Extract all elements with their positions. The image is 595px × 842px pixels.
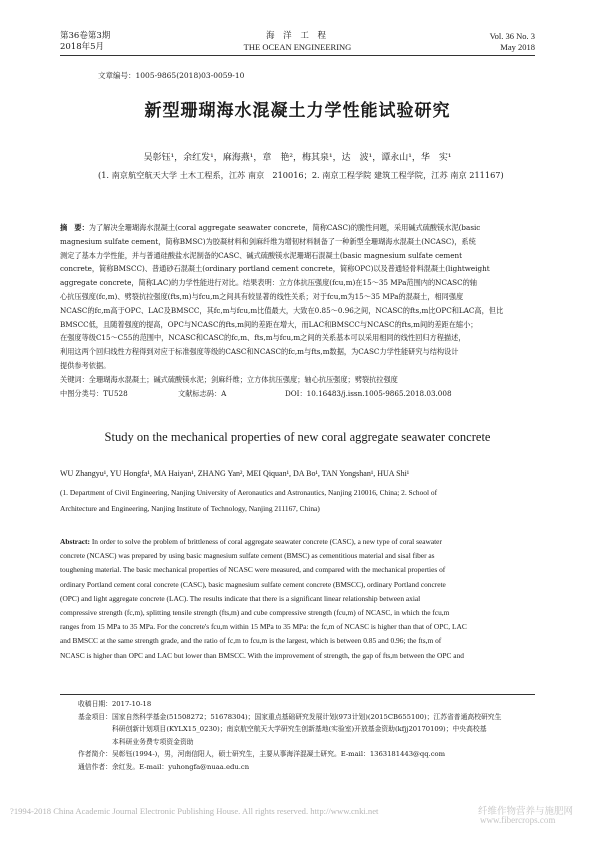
header-rule bbox=[60, 55, 535, 56]
footnotes bbox=[78, 698, 535, 774]
keywords-cn: 关键词：全珊瑚海水混凝土；碱式硫酸镁水泥；剑麻纤维；立方体抗压强度；轴心抗压强度；劈裂抗拉强度 bbox=[60, 375, 398, 384]
abstract-en-line: compressive strength (fc,m), splitting tensile strength (fts,m) and cube compressive strength (fcu,m) of NCASC, in which the fcu,m bbox=[60, 608, 450, 618]
abstract-cn-line: magnesium sulfate cement，简称BMSC)为胶凝材料和剑麻纤维为增韧材料制备了一种新型全珊瑚海水混凝土(NCASC)，系统 bbox=[60, 236, 476, 246]
abstract-en-line: and BMSCC at the same strength grade, and the ratio of fc,m to fcu,m is the largest, which is between 0.85 and 0.96; the fts,m of bbox=[60, 636, 442, 646]
abstract-cn-line: 测定了基本力学性能，并与普通硅酸盐水泥制备的CASC、碱式硫酸镁水泥珊瑚石混凝土(basic magnesium sulfate cement bbox=[60, 250, 463, 260]
affiliations-cn: (1. 南京航空航天大学 土木工程系，江苏 南京 210016；2. 南京工程学院 建筑工程学院，江苏 南京 211167) bbox=[98, 170, 504, 180]
journal-name-en: THE OCEAN ENGINEERING bbox=[243, 42, 352, 52]
abstract-cn-line: 心抗压强度(fc,m)、劈裂抗拉强度(fts,m)与fcu,m之间具有较显著的线性关系；对于fcu,m为15～35 MPa的混凝土，相同强度 bbox=[60, 291, 464, 301]
abstract-cn-line: 提供参考依据。 bbox=[60, 360, 111, 370]
fund-block bbox=[78, 711, 535, 749]
affiliations-en-line: (1. Department of Civil Engineering, Nanjing University of Aeronautics and Astronautics, Nanjing 210016, China; 2. School of bbox=[60, 488, 438, 497]
title-cn: 新型珊瑚海水混凝土力学性能试验研究 bbox=[144, 101, 451, 121]
date-en: May 2018 bbox=[500, 42, 535, 52]
corresponding-author: 通信作者：余红发。E-mail：yuhongfa@nuaa.edu.cn bbox=[78, 762, 250, 771]
watermark-url: www.fibercrops.com bbox=[480, 815, 556, 825]
abstract-cn-label: 摘 要： bbox=[60, 223, 89, 232]
volume-issue-cn: 第36卷第3期 bbox=[60, 31, 111, 41]
abstract-en-line: toughening material. The basic mechanical properties of NCASC were measured, and compared with the mechanical properties of bbox=[60, 565, 446, 575]
footnote-rule bbox=[60, 694, 535, 695]
abstract-en-line: concrete (NCASC) was prepared by using basic magnesium sulfate cement (BMSC) as cementitious material and sisal fiber as bbox=[60, 551, 435, 561]
abstract-cn-line: aggregate concrete，简称LAC)的力学性能进行对比。结果表明：立方体抗压强度(fcu,m)在15～35 MPa范围内的NCASC的轴 bbox=[60, 278, 477, 288]
journal-name-cn: 海 洋 工 程 bbox=[265, 31, 330, 41]
abstract-cn-line: 为了解决全珊瑚海水混凝土(coral aggregate seawater concrete，简称CASC)的脆性问题，采用碱式硫酸镁水泥(basic bbox=[88, 223, 481, 232]
abstract-en bbox=[60, 535, 535, 663]
abstract-cn bbox=[60, 221, 535, 373]
abstract-cn-line: 利用这两个回归线性方程得到对应于标准强度等级的CASC和NCASC的fc,m与fts,m数据，为CASC力学性能研究与结构设计 bbox=[60, 347, 459, 357]
abstract-en-line: ranges from 15 MPa to 35 MPa. For the concrete's fcu,m within 15 MPa to 35 MPa: the fc,m of NCASC is higher than that of OPC, LAC bbox=[60, 622, 467, 632]
fund-lines bbox=[112, 711, 501, 749]
affiliations-en bbox=[60, 485, 535, 517]
fund-line: 科研创新计划项目(KYLX15_0230)；南京航空航天大学研究生创新基地(实验室)开放基金资助(kfjj20170109)；中央高校基 bbox=[111, 725, 487, 734]
abstract-cn-line: NCASC的fc,m高于OPC、LAC及BMSCC，其fc,m与fcu,m比值最大，大致在0.85～0.96之间，NCASC的fts,m比OPC和LAC高，但比 bbox=[60, 305, 504, 315]
fund-line: 国家自然科学基金(51508272；51678304)；国家重点基础研究发展计划(973计划)(2015CB655100)；江苏省普通高校研究生 bbox=[111, 712, 502, 721]
abstract-cn-line: 在强度等级C15～C55的范围中，NCASC和CASC的fc,m、fts,m与fcu,m之间的关系基本可以采用相同的线性回归方程描述， bbox=[60, 333, 466, 343]
watermark-cn: 纤维作物营养与施肥网 bbox=[478, 806, 574, 817]
abstract-cn-line: BMSCC低，且随着强度的提高，OPC与NCASC的fts,m间的差距在增大，而LAC和BMSCC与NCASC的fts,m间的差距在缩小； bbox=[60, 319, 478, 329]
copyright-line: ?1994-2018 China Academic Journal Electronic Publishing House. All rights reserved. http://www.cnki.net bbox=[10, 806, 379, 816]
abstract-en-line: (OPC) and light aggregate concrete (LAC). The results indicate that there is a significant linear relationship between axial bbox=[60, 593, 421, 603]
abstract-en-line: NCASC is higher than OPC and LAC but lower than BMSCC. With the improvement of strength, the gap of fts,m between the OPC and bbox=[60, 650, 464, 660]
fund-label: 基金项目： bbox=[78, 712, 112, 721]
abstract-en-line: ordinary Portland cement coral concrete (CASC), basic magnesium sulfate cement concrete (BMSCC), ordinary Portland concrete bbox=[60, 579, 446, 589]
volume-issue-en: Vol. 36 No. 3 bbox=[489, 31, 535, 41]
fund-line: 本科研业务费专项资金资助 bbox=[111, 737, 194, 746]
abstract-en-line: In order to solve the problem of brittleness of coral aggregate seawater concrete (CASC), a new type of coral seawater bbox=[91, 537, 442, 546]
doi: DOI：10.16483/j.issn.1005-9865.2018.03.008 bbox=[285, 389, 452, 398]
title-en: Study on the mechanical properties of new coral aggregate seawater concrete bbox=[104, 430, 491, 444]
author-bio: 作者简介：吴彰钰(1994-)，男，河南信阳人，硕士研究生，主要从事海洋混凝土研究。E-mail：1363181443@qq.com bbox=[78, 750, 446, 759]
date-cn: 2018年5月 bbox=[60, 42, 105, 52]
article-id: 文章编号：1005-9865(2018)03-0059-10 bbox=[98, 71, 245, 80]
authors-en: WU Zhangyu¹, YU Hongfa¹, MA Haiyan¹, ZHANG Yan², MEI Qiquan¹, DA Bo¹, TAN Yongshan¹, HUA Shi¹ bbox=[60, 469, 410, 478]
affiliations-en-line: Architecture and Engineering, Nanjing Institute of Technology, Nanjing 211167, China) bbox=[60, 504, 320, 513]
received-date: 收稿日期：2017-10-18 bbox=[78, 700, 152, 708]
clc-number: 中图分类号：TU528 bbox=[60, 389, 128, 398]
abstract-en-label: Abstract: bbox=[60, 537, 90, 546]
document-code: 文献标志码：A bbox=[178, 389, 227, 398]
abstract-cn-line: concrete，简称BMSCC)、普通砂石混凝土(ordinary portland cement concrete，简称OPC)以及普通轻骨料混凝土(lightweight bbox=[60, 264, 490, 274]
authors-cn: 吴彰钰¹，余红发¹，麻海燕¹，章 艳²，梅其泉¹，达 波¹，谭永山¹，华 实¹ bbox=[143, 153, 452, 163]
